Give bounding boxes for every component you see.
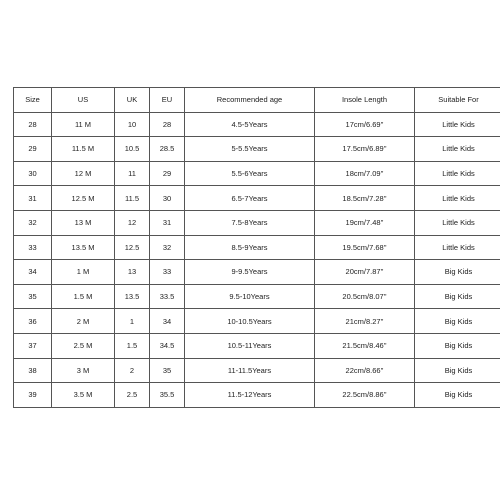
- cell-us: 2 M: [52, 309, 115, 334]
- cell-insole-length: 20.5cm/8.07'': [315, 284, 415, 309]
- column-header-suitable-for: Suitable For: [415, 88, 500, 113]
- cell-eu: 28: [150, 112, 185, 137]
- cell-insole-length: 21.5cm/8.46'': [315, 333, 415, 358]
- cell-recommended-age: 10.5-11Years: [185, 333, 315, 358]
- cell-us: 13.5 M: [52, 235, 115, 260]
- cell-suitable-for: Big Kids: [415, 260, 500, 285]
- header-row: [14, 88, 500, 113]
- cell-size: 34: [14, 260, 52, 285]
- cell-suitable-for: Big Kids: [415, 284, 500, 309]
- cell-us: 13 M: [52, 210, 115, 235]
- table-row: [14, 137, 500, 162]
- cell-recommended-age: 5.5-6Years: [185, 161, 315, 186]
- column-header-us: US: [52, 88, 115, 113]
- cell-insole-length: 22cm/8.66'': [315, 358, 415, 383]
- cell-us: 12.5 M: [52, 186, 115, 211]
- cell-us: 1 M: [52, 260, 115, 285]
- cell-size: 29: [14, 137, 52, 162]
- cell-eu: 35.5: [150, 383, 185, 408]
- cell-size: 33: [14, 235, 52, 260]
- cell-recommended-age: 9-9.5Years: [185, 260, 315, 285]
- table-row: [14, 161, 500, 186]
- size-chart-header: [14, 88, 500, 113]
- cell-suitable-for: Big Kids: [415, 358, 500, 383]
- cell-recommended-age: 5-5.5Years: [185, 137, 315, 162]
- cell-size: 36: [14, 309, 52, 334]
- cell-eu: 30: [150, 186, 185, 211]
- cell-recommended-age: 11.5-12Years: [185, 383, 315, 408]
- cell-insole-length: 18cm/7.09'': [315, 161, 415, 186]
- column-header-recommended-age: Recommended age: [185, 88, 315, 113]
- table-row: [14, 284, 500, 309]
- table-row: [14, 383, 500, 408]
- cell-size: 28: [14, 112, 52, 137]
- column-header-size: Size: [14, 88, 52, 113]
- cell-size: 39: [14, 383, 52, 408]
- table-row: [14, 358, 500, 383]
- table-row: [14, 309, 500, 334]
- cell-uk: 11: [115, 161, 150, 186]
- cell-uk: 1.5: [115, 333, 150, 358]
- cell-us: 2.5 M: [52, 333, 115, 358]
- cell-eu: 31: [150, 210, 185, 235]
- cell-eu: 29: [150, 161, 185, 186]
- cell-insole-length: 20cm/7.87'': [315, 260, 415, 285]
- cell-recommended-age: 4.5-5Years: [185, 112, 315, 137]
- cell-suitable-for: Big Kids: [415, 383, 500, 408]
- cell-uk: 10: [115, 112, 150, 137]
- cell-eu: 28.5: [150, 137, 185, 162]
- cell-suitable-for: Little Kids: [415, 210, 500, 235]
- cell-insole-length: 19.5cm/7.68'': [315, 235, 415, 260]
- size-chart-table: [13, 87, 500, 408]
- cell-recommended-age: 7.5-8Years: [185, 210, 315, 235]
- cell-suitable-for: Little Kids: [415, 161, 500, 186]
- cell-eu: 34: [150, 309, 185, 334]
- cell-uk: 12: [115, 210, 150, 235]
- cell-insole-length: 18.5cm/7.28'': [315, 186, 415, 211]
- cell-suitable-for: Big Kids: [415, 333, 500, 358]
- cell-insole-length: 22.5cm/8.86'': [315, 383, 415, 408]
- cell-recommended-age: 6.5-7Years: [185, 186, 315, 211]
- column-header-insole-length: Insole Length: [315, 88, 415, 113]
- column-header-eu: EU: [150, 88, 185, 113]
- cell-us: 11.5 M: [52, 137, 115, 162]
- cell-size: 37: [14, 333, 52, 358]
- cell-suitable-for: Little Kids: [415, 235, 500, 260]
- cell-suitable-for: Little Kids: [415, 112, 500, 137]
- cell-insole-length: 21cm/8.27'': [315, 309, 415, 334]
- cell-insole-length: 19cm/7.48'': [315, 210, 415, 235]
- cell-uk: 11.5: [115, 186, 150, 211]
- cell-size: 32: [14, 210, 52, 235]
- cell-uk: 13.5: [115, 284, 150, 309]
- cell-uk: 12.5: [115, 235, 150, 260]
- cell-eu: 35: [150, 358, 185, 383]
- table-row: [14, 112, 500, 137]
- cell-uk: 2: [115, 358, 150, 383]
- table-row: [14, 260, 500, 285]
- cell-uk: 13: [115, 260, 150, 285]
- cell-size: 35: [14, 284, 52, 309]
- cell-eu: 32: [150, 235, 185, 260]
- table-row: [14, 235, 500, 260]
- cell-uk: 1: [115, 309, 150, 334]
- table-row: [14, 333, 500, 358]
- cell-size: 38: [14, 358, 52, 383]
- cell-recommended-age: 11-11.5Years: [185, 358, 315, 383]
- size-chart-body: [14, 112, 500, 407]
- cell-size: 31: [14, 186, 52, 211]
- cell-eu: 34.5: [150, 333, 185, 358]
- cell-size: 30: [14, 161, 52, 186]
- cell-suitable-for: Little Kids: [415, 137, 500, 162]
- cell-us: 3.5 M: [52, 383, 115, 408]
- cell-us: 3 M: [52, 358, 115, 383]
- cell-insole-length: 17.5cm/6.89'': [315, 137, 415, 162]
- cell-suitable-for: Big Kids: [415, 309, 500, 334]
- cell-uk: 10.5: [115, 137, 150, 162]
- column-header-uk: UK: [115, 88, 150, 113]
- cell-us: 11 M: [52, 112, 115, 137]
- cell-recommended-age: 8.5-9Years: [185, 235, 315, 260]
- cell-insole-length: 17cm/6.69'': [315, 112, 415, 137]
- cell-recommended-age: 10-10.5Years: [185, 309, 315, 334]
- cell-eu: 33: [150, 260, 185, 285]
- cell-suitable-for: Little Kids: [415, 186, 500, 211]
- table-row: [14, 210, 500, 235]
- cell-us: 12 M: [52, 161, 115, 186]
- cell-us: 1.5 M: [52, 284, 115, 309]
- table-row: [14, 186, 500, 211]
- cell-eu: 33.5: [150, 284, 185, 309]
- cell-uk: 2.5: [115, 383, 150, 408]
- cell-recommended-age: 9.5-10Years: [185, 284, 315, 309]
